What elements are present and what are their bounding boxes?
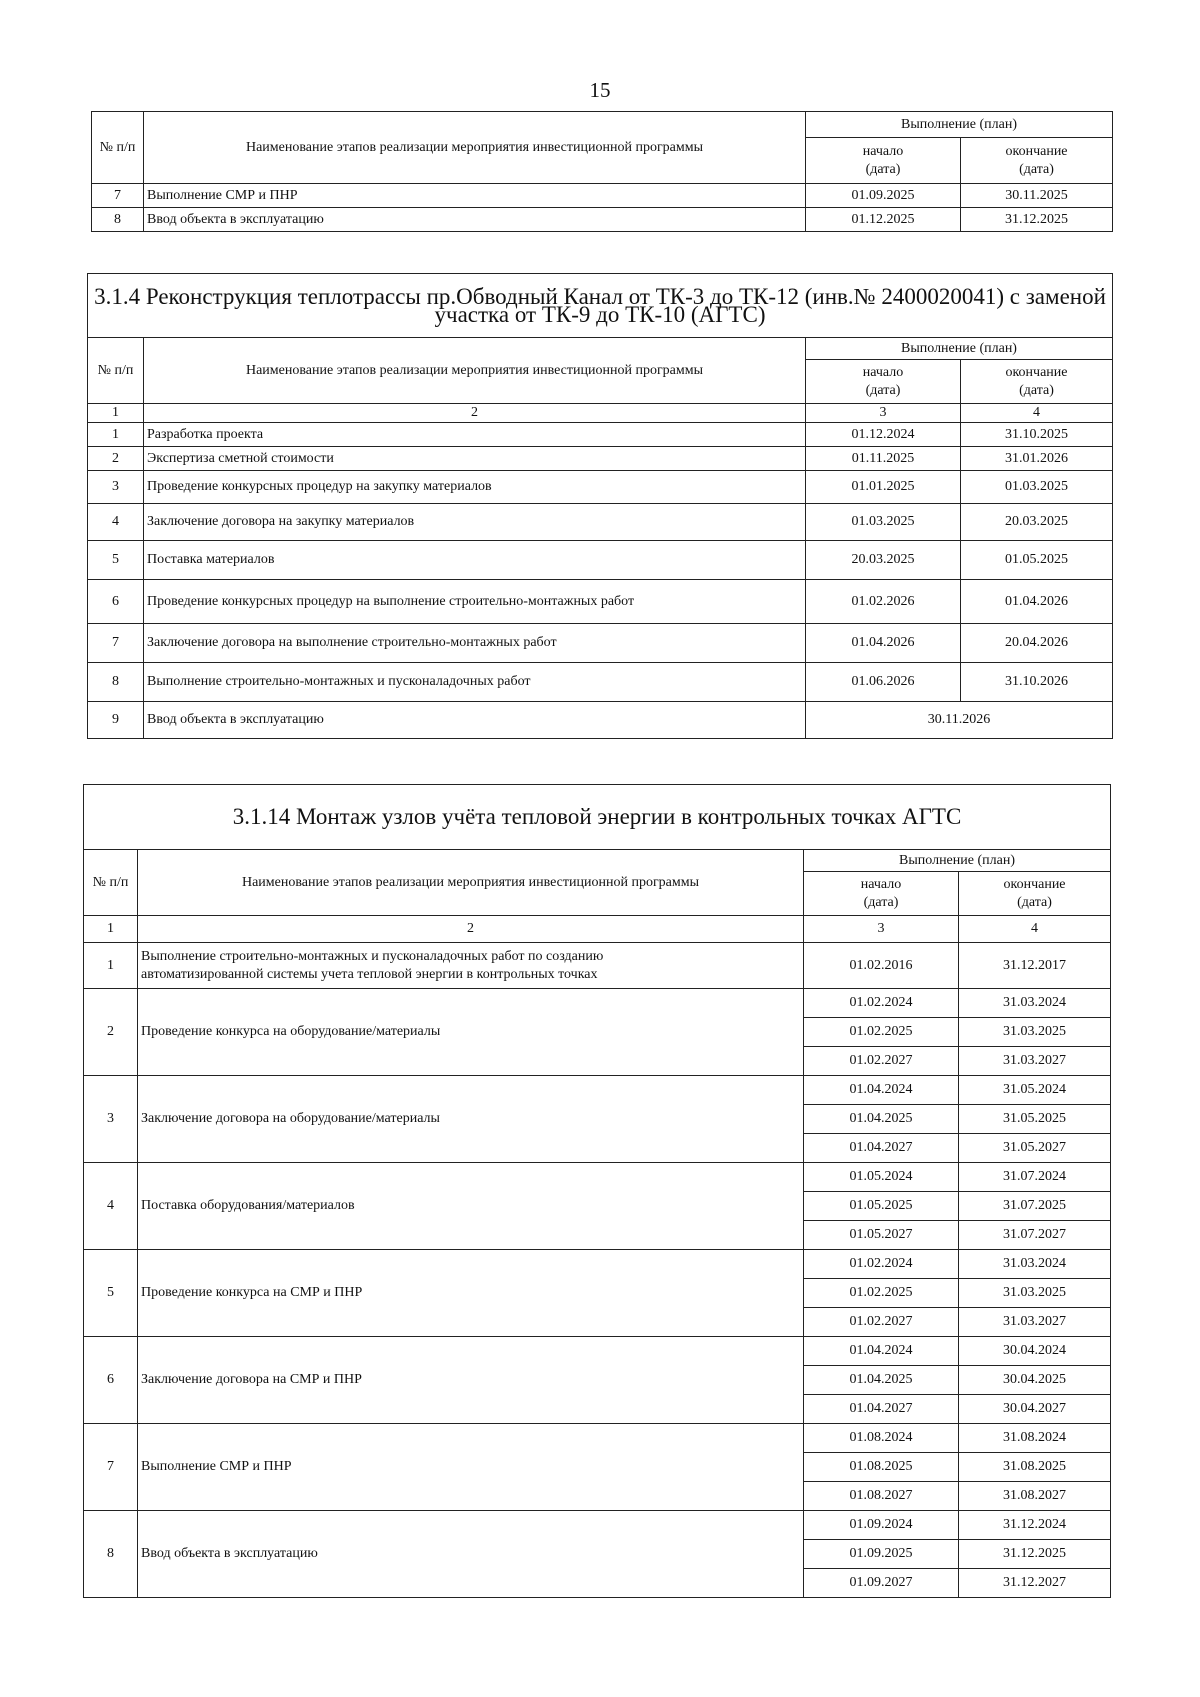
row-num: 4 xyxy=(88,504,144,541)
row-end-date: 31.05.2027 xyxy=(959,1134,1111,1163)
row-start-date: 01.08.2027 xyxy=(804,1482,959,1511)
row-start-date: 01.04.2026 xyxy=(806,624,961,663)
row-end-date: 31.12.2024 xyxy=(959,1511,1111,1540)
row-end-date: 31.12.2027 xyxy=(959,1569,1111,1598)
row-stage-name: Ввод объекта в эксплуатацию xyxy=(144,208,806,232)
row-end-date: 30.04.2025 xyxy=(959,1366,1111,1395)
row-start-date: 01.02.2024 xyxy=(804,989,959,1018)
row-start-date: 01.04.2025 xyxy=(804,1105,959,1134)
row-end-date: 31.08.2027 xyxy=(959,1482,1111,1511)
row-end-date: 31.08.2024 xyxy=(959,1424,1111,1453)
table-row xyxy=(88,504,1113,541)
column-number: 2 xyxy=(138,916,804,943)
row-start-date: 01.09.2025 xyxy=(806,184,961,208)
row-end-date: 01.04.2026 xyxy=(961,580,1113,624)
table-row xyxy=(88,471,1113,504)
row-end-date: 31.08.2025 xyxy=(959,1453,1111,1482)
row-start-date: 01.02.2025 xyxy=(804,1279,959,1308)
row-end-date: 20.03.2025 xyxy=(961,504,1113,541)
row-start-date: 01.05.2024 xyxy=(804,1163,959,1192)
header-start: начало (дата) xyxy=(806,360,961,404)
table-row xyxy=(84,1076,1111,1105)
row-start-date: 01.09.2024 xyxy=(804,1511,959,1540)
column-number: 4 xyxy=(959,916,1111,943)
row-start-date: 01.05.2025 xyxy=(804,1192,959,1221)
table-row xyxy=(84,1163,1111,1192)
row-num: 6 xyxy=(84,1337,138,1424)
row-stage-name: Проведение конкурса на оборудование/материалы xyxy=(138,989,804,1076)
header-stage-name: Наименование этапов реализации мероприятия инвестиционной программы xyxy=(144,338,806,404)
row-stage-name: Поставка оборудования/материалов xyxy=(138,1163,804,1250)
row-start-date: 01.11.2025 xyxy=(806,447,961,471)
header-execution: Выполнение (план) xyxy=(806,338,1113,360)
section-title-3-1-14: 3.1.14 Монтаж узлов учёта тепловой энергии в контрольных точках АГТС xyxy=(84,785,1111,850)
row-num: 1 xyxy=(84,943,138,989)
row-start-date: 01.02.2025 xyxy=(804,1018,959,1047)
header-start: начало (дата) xyxy=(806,138,961,184)
row-stage-name: Выполнение строительно-монтажных и пусконаладочных работ по созданию автоматизированной системы учета тепловой энергии в контрольных точках xyxy=(138,943,804,989)
row-num: 7 xyxy=(88,624,144,663)
row-start-date: 01.08.2025 xyxy=(804,1453,959,1482)
row-end-date: 01.03.2025 xyxy=(961,471,1113,504)
row-end-date: 31.03.2024 xyxy=(959,989,1111,1018)
row-start-date: 01.06.2026 xyxy=(806,663,961,702)
row-start-date: 01.08.2024 xyxy=(804,1424,959,1453)
table-row xyxy=(84,989,1111,1018)
table-row xyxy=(88,663,1113,702)
row-end-date: 31.03.2025 xyxy=(959,1279,1111,1308)
table-row xyxy=(84,1424,1111,1453)
row-end-date: 30.04.2024 xyxy=(959,1337,1111,1366)
row-stage-name: Выполнение СМР и ПНР xyxy=(138,1424,804,1511)
row-stage-name: Ввод объекта в эксплуатацию xyxy=(138,1511,804,1598)
page-number: 15 xyxy=(589,78,611,102)
row-end-date: 31.07.2024 xyxy=(959,1163,1111,1192)
row-num: 5 xyxy=(84,1250,138,1337)
row-start-date: 01.03.2025 xyxy=(806,504,961,541)
row-num: 7 xyxy=(92,184,144,208)
row-end-date: 31.03.2027 xyxy=(959,1308,1111,1337)
row-stage-name: Экспертиза сметной стоимости xyxy=(144,447,806,471)
row-end-date: 30.04.2027 xyxy=(959,1395,1111,1424)
row-num: 8 xyxy=(84,1511,138,1598)
table-row xyxy=(84,1511,1111,1540)
row-stage-name: Разработка проекта xyxy=(144,423,806,447)
row-start-date: 01.09.2027 xyxy=(804,1569,959,1598)
row-end-date: 31.03.2025 xyxy=(959,1018,1111,1047)
row-start-date: 01.04.2027 xyxy=(804,1134,959,1163)
row-start-date: 01.04.2024 xyxy=(804,1076,959,1105)
section-title-3-1-4: 3.1.4 Реконструкция теплотрассы пр.Обводный Канал от ТК-3 до ТК-12 (инв.№ 2400020041) с заменой участка от ТК-9 до ТК-10 (АГТС) xyxy=(88,274,1113,338)
row-start-date: 01.01.2025 xyxy=(806,471,961,504)
row-stage-name: Выполнение СМР и ПНР xyxy=(144,184,806,208)
row-num: 8 xyxy=(88,663,144,702)
row-start-date: 01.02.2026 xyxy=(806,580,961,624)
header-execution: Выполнение (план) xyxy=(806,112,1113,138)
header-stage-name: Наименование этапов реализации мероприятия инвестиционной программы xyxy=(144,112,806,184)
row-end-date: 30.11.2025 xyxy=(961,184,1113,208)
column-number: 3 xyxy=(806,404,961,423)
header-stage-name: Наименование этапов реализации мероприятия инвестиционной программы xyxy=(138,850,804,916)
header-execution: Выполнение (план) xyxy=(804,850,1111,872)
row-num: 4 xyxy=(84,1163,138,1250)
row-stage-name: Поставка материалов xyxy=(144,541,806,580)
row-num: 9 xyxy=(88,702,144,739)
stages-table-3-1-14 xyxy=(83,784,1111,1598)
row-end-date: 31.12.2025 xyxy=(961,208,1113,232)
header-end: окончание (дата) xyxy=(961,360,1113,404)
column-number: 1 xyxy=(88,404,144,423)
row-num: 2 xyxy=(84,989,138,1076)
row-start-date: 01.04.2025 xyxy=(804,1366,959,1395)
table-row xyxy=(92,184,1113,208)
row-num: 5 xyxy=(88,541,144,580)
row-end-date: 31.07.2027 xyxy=(959,1221,1111,1250)
row-stage-name: Заключение договора на выполнение строительно-монтажных работ xyxy=(144,624,806,663)
row-end-date: 31.10.2025 xyxy=(961,423,1113,447)
column-number: 2 xyxy=(144,404,806,423)
row-num: 8 xyxy=(92,208,144,232)
table-row xyxy=(88,423,1113,447)
header-num: № п/п xyxy=(92,112,144,184)
header-num: № п/п xyxy=(84,850,138,916)
row-end-date: 01.05.2025 xyxy=(961,541,1113,580)
row-start-date: 01.04.2024 xyxy=(804,1337,959,1366)
row-commissioning-date: 30.11.2026 xyxy=(806,702,1113,739)
row-num: 6 xyxy=(88,580,144,624)
row-end-date: 31.05.2024 xyxy=(959,1076,1111,1105)
row-start-date: 01.02.2016 xyxy=(804,943,959,989)
row-stage-name: Заключение договора на закупку материалов xyxy=(144,504,806,541)
row-end-date: 31.05.2025 xyxy=(959,1105,1111,1134)
row-stage-name: Проведение конкурсных процедур на закупку материалов xyxy=(144,471,806,504)
header-num: № п/п xyxy=(88,338,144,404)
row-end-date: 31.07.2025 xyxy=(959,1192,1111,1221)
row-num: 2 xyxy=(88,447,144,471)
row-start-date: 01.09.2025 xyxy=(804,1540,959,1569)
table-row xyxy=(84,1250,1111,1279)
table-row xyxy=(88,447,1113,471)
row-start-date: 01.04.2027 xyxy=(804,1395,959,1424)
row-stage-name: Выполнение строительно-монтажных и пусконаладочных работ xyxy=(144,663,806,702)
header-end: окончание (дата) xyxy=(959,872,1111,916)
row-end-date: 20.04.2026 xyxy=(961,624,1113,663)
row-stage-name: Проведение конкурсных процедур на выполнение строительно-монтажных работ xyxy=(144,580,806,624)
row-end-date: 31.03.2024 xyxy=(959,1250,1111,1279)
row-stage-name: Заключение договора на СМР и ПНР xyxy=(138,1337,804,1424)
row-end-date: 31.12.2017 xyxy=(959,943,1111,989)
row-stage-name: Проведение конкурса на СМР и ПНР xyxy=(138,1250,804,1337)
row-num: 7 xyxy=(84,1424,138,1511)
table-row xyxy=(92,208,1113,232)
row-num: 3 xyxy=(88,471,144,504)
row-stage-name: Заключение договора на оборудование/материалы xyxy=(138,1076,804,1163)
row-start-date: 01.02.2027 xyxy=(804,1047,959,1076)
column-number: 1 xyxy=(84,916,138,943)
table-row xyxy=(88,580,1113,624)
row-start-date: 01.12.2025 xyxy=(806,208,961,232)
row-start-date: 20.03.2025 xyxy=(806,541,961,580)
row-end-date: 31.01.2026 xyxy=(961,447,1113,471)
table-row xyxy=(88,541,1113,580)
row-start-date: 01.02.2027 xyxy=(804,1308,959,1337)
header-end: окончание (дата) xyxy=(961,138,1113,184)
row-stage-name: Ввод объекта в эксплуатацию xyxy=(144,702,806,739)
row-start-date: 01.12.2024 xyxy=(806,423,961,447)
row-end-date: 31.10.2026 xyxy=(961,663,1113,702)
column-number: 3 xyxy=(804,916,959,943)
row-num: 3 xyxy=(84,1076,138,1163)
stages-table-3-1-4 xyxy=(87,273,1113,739)
column-number: 4 xyxy=(961,404,1113,423)
row-num: 1 xyxy=(88,423,144,447)
table-row xyxy=(88,702,1113,739)
row-end-date: 31.12.2025 xyxy=(959,1540,1111,1569)
stages-table-continuation xyxy=(91,111,1113,232)
table-row xyxy=(88,624,1113,663)
row-end-date: 31.03.2027 xyxy=(959,1047,1111,1076)
row-start-date: 01.05.2027 xyxy=(804,1221,959,1250)
row-start-date: 01.02.2024 xyxy=(804,1250,959,1279)
header-start: начало (дата) xyxy=(804,872,959,916)
table-row xyxy=(84,1337,1111,1366)
